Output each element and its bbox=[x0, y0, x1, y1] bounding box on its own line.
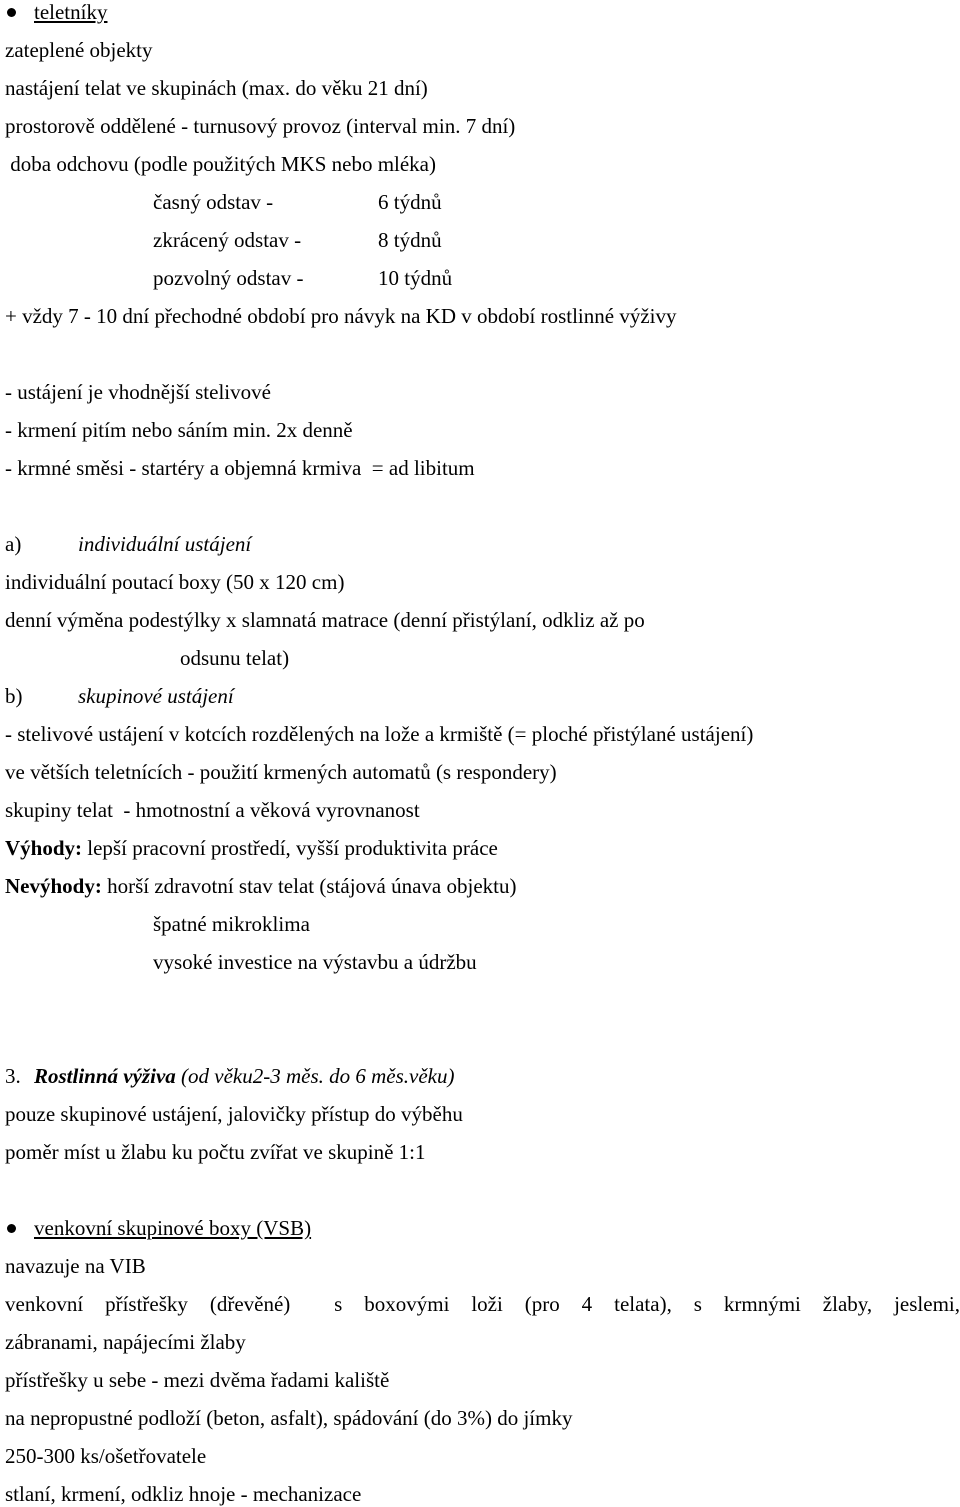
text-line: poměr míst u žlabu ku počtu zvířat ve skupině 1:1 bbox=[5, 1140, 426, 1164]
vyhody-label: Výhody: bbox=[5, 836, 83, 860]
odstav-value: 6 týdnů bbox=[378, 190, 442, 214]
list-marker: a) bbox=[5, 532, 22, 556]
text-line: nastájení telat ve skupinách (max. do věku 21 dní) bbox=[5, 76, 428, 100]
text-line: odsunu telat) bbox=[180, 646, 290, 670]
bullet-icon bbox=[7, 1224, 16, 1233]
section-heading-vsb: venkovní skupinové boxy (VSB) bbox=[34, 1216, 312, 1240]
nevyhody-label: Nevýhody: bbox=[5, 874, 102, 898]
text-line: špatné mikroklima bbox=[153, 912, 310, 936]
text-line: zateplené objekty bbox=[5, 38, 153, 62]
vyhody-text: lepší pracovní prostředí, vyšší produktivita práce bbox=[82, 836, 498, 860]
text-line: vysoké investice na výstavbu a údržbu bbox=[153, 950, 477, 974]
text-line: stlaní, krmení, odkliz hnoje - mechanizace bbox=[5, 1482, 362, 1506]
section-heading-teletniky: teletníky bbox=[34, 0, 108, 24]
nevyhody-text: horší zdravotní stav telat (stájová únava objektu) bbox=[101, 874, 517, 898]
odstav-label: pozvolný odstav - bbox=[153, 266, 304, 290]
text-line: + vždy 7 - 10 dní přechodné období pro návyk na KD v období rostlinné výživy bbox=[5, 304, 677, 328]
odstav-value: 10 týdnů bbox=[378, 266, 453, 290]
odstav-value: 8 týdnů bbox=[378, 228, 442, 252]
text-line: přístřešky u sebe - mezi dvěma řadami kaliště bbox=[5, 1368, 390, 1392]
subheading-individualni: individuální ustájení bbox=[78, 532, 252, 556]
section-number: 3. bbox=[5, 1064, 21, 1088]
text-line: individuální poutací boxy (50 x 120 cm) bbox=[5, 570, 345, 594]
vyhody-line bbox=[5, 836, 498, 860]
odstav-label: zkrácený odstav - bbox=[153, 228, 302, 252]
text-line: ve větších teletnících - použití krmených automatů (s respondery) bbox=[5, 760, 557, 784]
text-line: - ustájení je vhodnější stelivové bbox=[5, 380, 271, 404]
text-line: - krmné směsi - startéry a objemná krmiva = ad libitum bbox=[5, 456, 475, 480]
odstav-label: časný odstav - bbox=[153, 190, 274, 214]
text-line: pouze skupinové ustájení, jalovičky přístup do výběhu bbox=[5, 1102, 463, 1126]
text-line: doba odchovu (podle použitých MKS nebo mléka) bbox=[5, 152, 436, 176]
text-line: na nepropustné podloží (beton, asfalt), spádování (do 3%) do jímky bbox=[5, 1406, 573, 1430]
text-line: zábranami, napájecími žlaby bbox=[5, 1330, 246, 1354]
text-line: denní výměna podestýlky x slamnatá matrace (denní přistýlaní, odkliz až po bbox=[5, 608, 645, 632]
text-line: 250-300 ks/ošetřovatele bbox=[5, 1444, 207, 1468]
text-line: prostorově oddělené - turnusový provoz (interval min. 7 dní) bbox=[5, 114, 516, 138]
text-line: - stelivové ustájení v kotcích rozdělených na lože a krmiště (= ploché přistýlané ustájení) bbox=[5, 722, 754, 746]
text-line: skupiny telat - hmotnostní a věková vyrovnanost bbox=[5, 798, 420, 822]
nevyhody-line bbox=[5, 874, 516, 898]
section-subtitle: (od věku2-3 měs. do 6 měs.věku) bbox=[175, 1064, 455, 1088]
section-heading-rostlinna bbox=[34, 1064, 455, 1088]
text-line: navazuje na VIB bbox=[5, 1254, 146, 1278]
subheading-skupinove: skupinové ustájení bbox=[78, 684, 234, 708]
text-line: - krmení pitím nebo sáním min. 2x denně bbox=[5, 418, 353, 442]
list-marker: b) bbox=[5, 684, 23, 708]
bullet-icon bbox=[7, 8, 16, 17]
text-line: venkovní přístřešky (dřevěné) s boxovými loži (pro 4 telata), s krmnými žlaby, jeslemi, bbox=[5, 1292, 960, 1316]
section-title: Rostlinná výživa bbox=[34, 1064, 176, 1088]
